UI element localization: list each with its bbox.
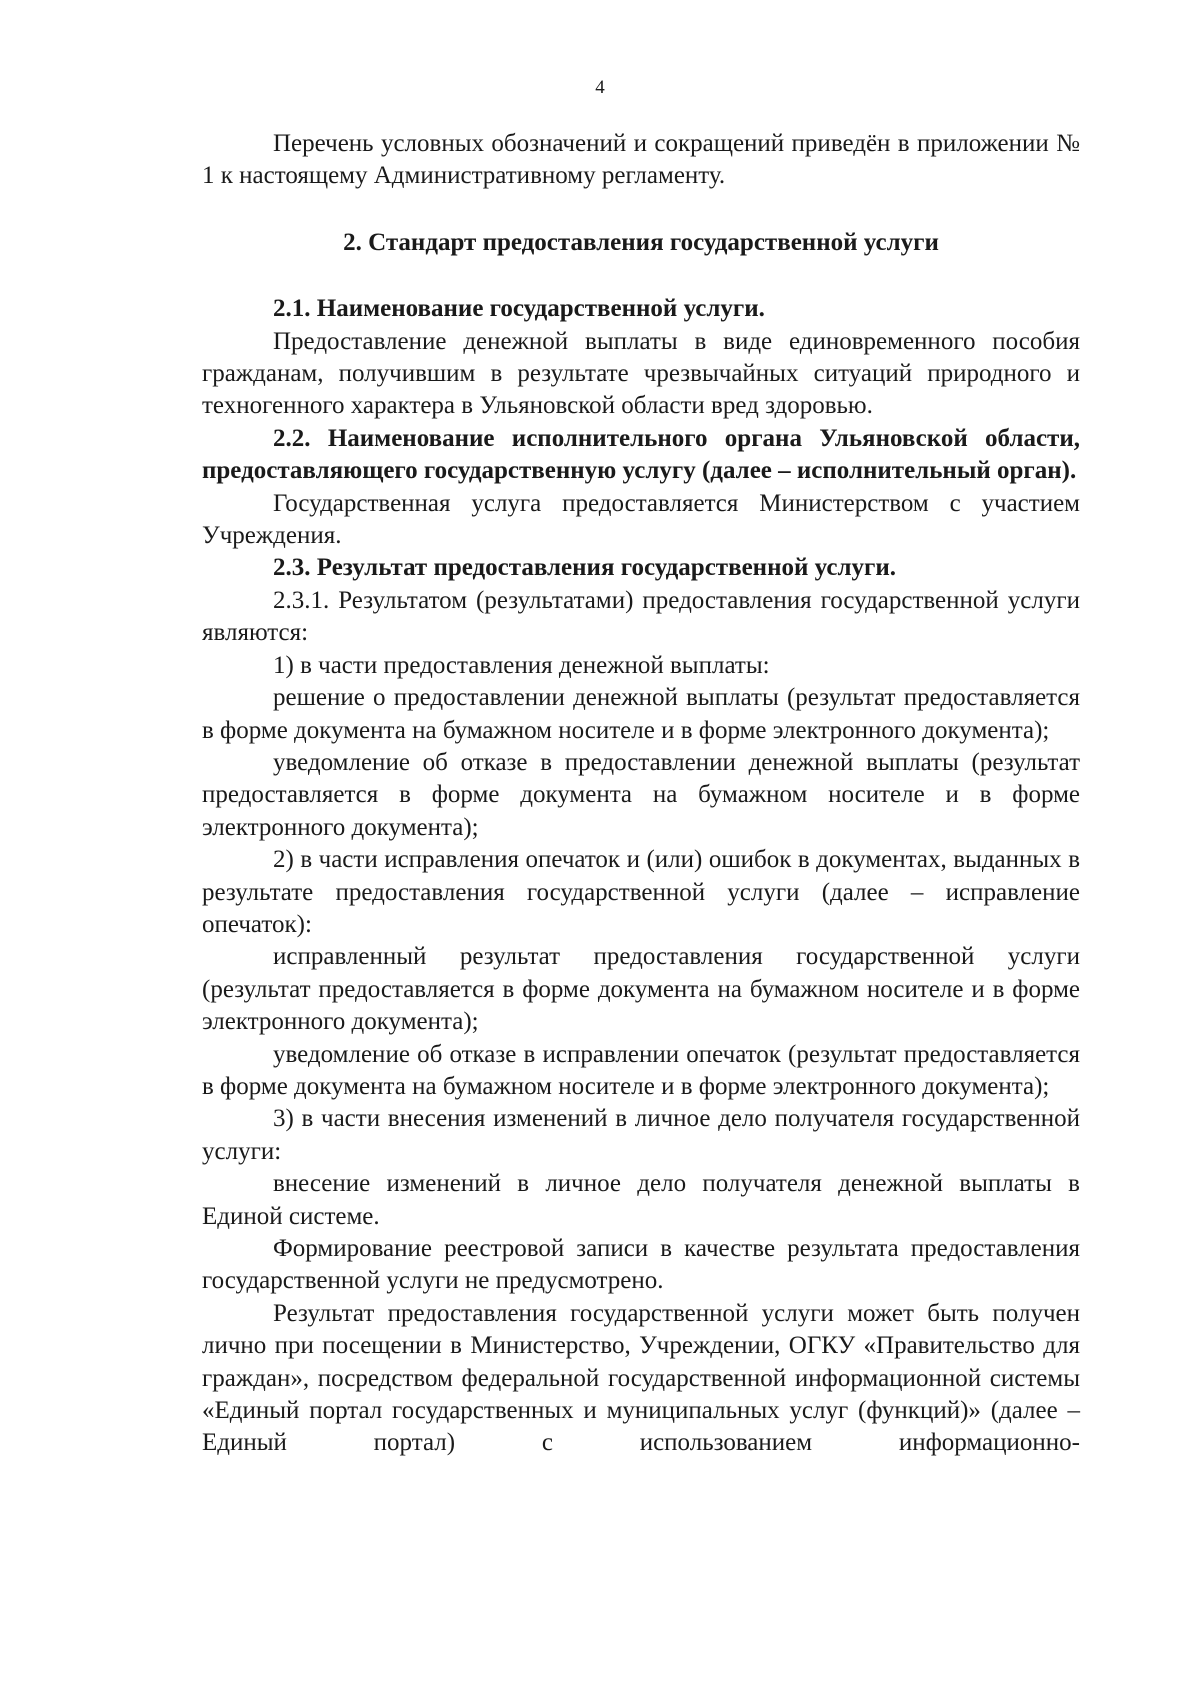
paragraph-result-channels: Результат предоставления государственной услуги может быть получен лично при посещении в Министерство, Учреждении, ОГКУ «Правительство для граждан», посредством федеральной государственной информационной системы «Единый портал государственных и муниципальных услуг (функций)» (далее – Единый портал) с использованием информационно- [202, 1299, 1080, 1457]
paragraph-2-2: Государственная услуга предоставляется Министерством с участием Учреждения. [202, 489, 1080, 550]
paragraph-registry: Формирование реестровой записи в качестве результата предоставления государственной услуги не предусмотрено. [202, 1235, 1080, 1295]
paragraph-item-1: 1) в части предоставления денежной выплаты: [273, 651, 770, 679]
heading-2-2: 2.2. Наименование исполнительного органа Ульяновской области, предоставляющего государственную услугу (далее – исполнительный орган). [202, 424, 1080, 485]
paragraph-item-2a: исправленный результат предоставления государственной услуги (результат предоставляется в форме документа на бумажном носителе и в форме электронного документа); [202, 943, 1080, 1036]
paragraph-abbreviations: Перечень условных обозначений и сокращений приведён в приложении № 1 к настоящему Административному регламенту. [202, 130, 1080, 190]
paragraph-item-3a: внесение изменений в личное дело получателя денежной выплаты в Единой системе. [202, 1170, 1080, 1230]
page-number: 4 [595, 77, 605, 98]
paragraph-item-3: 3) в части внесения изменений в личное дело получателя государственной услуги: [202, 1105, 1080, 1165]
heading-2-3: 2.3. Результат предоставления государственной услуги. [273, 554, 896, 582]
section-title: 2. Стандарт предоставления государственной услуги [343, 228, 939, 256]
paragraph-item-1b: уведомление об отказе в предоставлении денежной выплаты (результат предоставляется в форме документа на бумажном носителе и в форме электронного документа); [202, 748, 1080, 841]
heading-2-1: 2.1. Наименование государственной услуги. [273, 295, 765, 323]
paragraph-item-2: 2) в части исправления опечаток и (или) ошибок в документах, выданных в результате предоставления государственной услуги (далее – исправление опечаток): [202, 846, 1080, 938]
paragraph-item-2b: уведомление об отказе в исправлении опечаток (результат предоставляется в форме документа на бумажном носителе и в форме электронного документа); [202, 1040, 1080, 1100]
paragraph-2-1: Предоставление денежной выплаты в виде единовременного пособия гражданам, получившим в результате чрезвычайных ситуаций природного и техногенного характера в Ульяновской области вред здоровью. [202, 327, 1080, 420]
paragraph-2-3-1: 2.3.1. Результатом (результатами) предоставления государственной услуги являются: [202, 586, 1080, 647]
paragraph-item-1a: решение о предоставлении денежной выплаты (результат предоставляется в форме документа на бумажном носителе и в форме электронного документа); [202, 684, 1080, 744]
document-body [202, 128, 1080, 1460]
